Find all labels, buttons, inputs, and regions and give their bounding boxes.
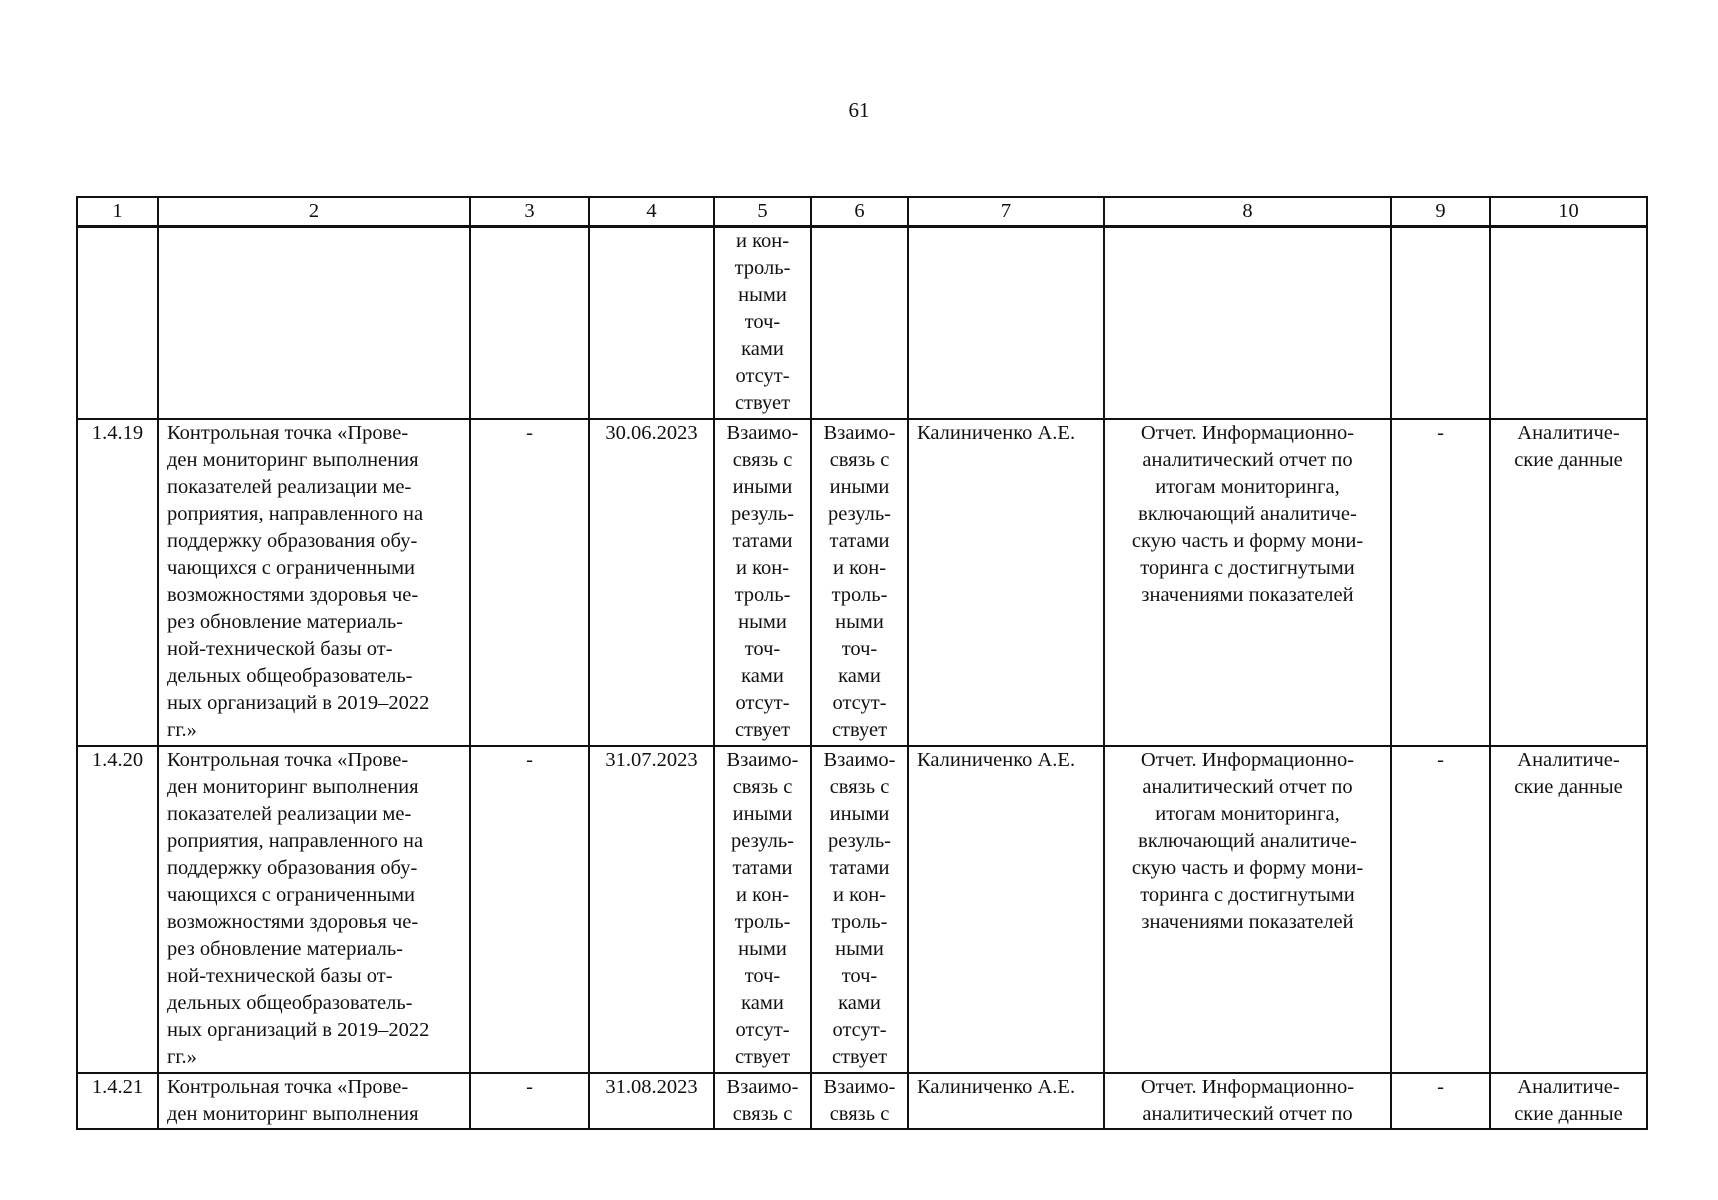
- col6-cell: [811, 419, 908, 746]
- cont-cell-4: [589, 227, 714, 420]
- col10-line: ские данные: [1514, 1103, 1623, 1125]
- column-header-6: 6: [811, 197, 908, 227]
- column-header-2: 2: [158, 197, 470, 227]
- col5-line: ками: [741, 992, 784, 1014]
- column-header-8: 8: [1104, 197, 1391, 227]
- col5-line: Взаимо-: [726, 749, 799, 771]
- col5-line: резуль-: [730, 503, 795, 525]
- description-line: возможностями здоровья че-: [167, 584, 419, 606]
- col6-line: троль-: [831, 584, 888, 606]
- result-line: Отчет. Информационно-: [1140, 422, 1355, 444]
- description-line: поддержку образования обу-: [167, 530, 418, 552]
- col6-line: троль-: [831, 911, 888, 933]
- result-line: скую часть и форму мони-: [1131, 530, 1364, 552]
- description-line: дельных общеобразователь-: [167, 992, 413, 1014]
- description-cell: [158, 746, 470, 1073]
- description-line: рез обновление материаль-: [167, 611, 403, 633]
- col5-cell: [714, 1073, 811, 1129]
- col6-line: ками: [838, 992, 881, 1014]
- description-line: дельных общеобразователь-: [167, 665, 413, 687]
- date-cell: 31.08.2023: [589, 1073, 714, 1129]
- cont-col5-line: отсут-: [735, 365, 790, 387]
- result-line: аналитический отчет по: [1142, 449, 1353, 471]
- col6-line: связь с: [829, 1103, 890, 1125]
- description-line: возможностями здоровья че-: [167, 911, 419, 933]
- description-line: ных организаций в 2019–2022: [167, 1019, 430, 1041]
- result-cell: [1104, 1073, 1391, 1129]
- cont-cell-8: [1104, 227, 1391, 420]
- description-line: роприятия, направленного на: [167, 503, 424, 525]
- col10-cell: [1490, 1073, 1647, 1129]
- col6-line: ствует: [831, 1046, 888, 1068]
- description-line: роприятия, направленного на: [167, 830, 424, 852]
- description-line: ной-технической базы от-: [167, 965, 393, 987]
- description-cell: [158, 1073, 470, 1129]
- col6-line: связь с: [829, 776, 890, 798]
- description-line: показателей реализации ме-: [167, 476, 412, 498]
- col10-line: Аналитиче-: [1517, 422, 1620, 444]
- col6-line: и кон-: [832, 557, 887, 579]
- description-line: ден мониторинг выполнения: [167, 1103, 419, 1125]
- col5-line: ствует: [734, 1046, 791, 1068]
- plan-table: [76, 196, 1648, 1130]
- result-line: итогам мониторинга,: [1155, 476, 1340, 498]
- col6-cell: [811, 1073, 908, 1129]
- col6-line: иными: [829, 476, 890, 498]
- result-line: аналитический отчет по: [1142, 776, 1353, 798]
- result-line: торинга с достигнутыми: [1140, 557, 1355, 579]
- col6-line: резуль-: [827, 503, 892, 525]
- col10-line: Аналитиче-: [1517, 1076, 1620, 1098]
- row-number-cell: 1.4.20: [77, 746, 158, 1073]
- description-line: Контрольная точка «Прове-: [167, 749, 409, 771]
- table-body: [77, 227, 1647, 1130]
- col6-line: ками: [838, 665, 881, 687]
- col10-line: ские данные: [1514, 449, 1623, 471]
- col5-line: точ-: [744, 965, 781, 987]
- cont-col5-line: точ-: [744, 311, 781, 333]
- description-line: Контрольная точка «Прове-: [167, 422, 409, 444]
- col5-line: связь с: [732, 1103, 793, 1125]
- col5-line: иными: [732, 803, 793, 825]
- date-cell: 30.06.2023: [589, 419, 714, 746]
- description-line: гг.»: [167, 719, 197, 741]
- cont-cell-1: [77, 227, 158, 420]
- result-line: Отчет. Информационно-: [1140, 1076, 1355, 1098]
- cont-col5-line: ствует: [734, 392, 791, 414]
- col6-line: ствует: [831, 719, 888, 741]
- col5-line: связь с: [732, 449, 793, 471]
- col6-line: татами: [829, 857, 890, 879]
- col5-line: ствует: [734, 719, 791, 741]
- col5-line: отсут-: [735, 1019, 790, 1041]
- description-line: поддержку образования обу-: [167, 857, 418, 879]
- description-line: ден мониторинг выполнения: [167, 449, 419, 471]
- description-line: чающихся с ограниченными: [167, 557, 416, 579]
- col6-line: ными: [835, 938, 884, 960]
- col5-line: резуль-: [730, 830, 795, 852]
- col3-cell: -: [470, 1073, 589, 1129]
- responsible-cell: Калиниченко А.Е.: [908, 1073, 1104, 1129]
- description-line: рез обновление материаль-: [167, 938, 403, 960]
- col6-cell: [811, 746, 908, 1073]
- cont-col5-line: и кон-: [735, 230, 790, 252]
- result-line: включающий аналитиче-: [1138, 503, 1357, 525]
- col9-cell: -: [1391, 419, 1490, 746]
- col5-line: ками: [741, 665, 784, 687]
- responsible-cell: Калиниченко А.Е.: [908, 419, 1104, 746]
- table-row: [77, 1073, 1647, 1129]
- col6-line: иными: [829, 803, 890, 825]
- responsible-cell: Калиниченко А.Е.: [908, 746, 1104, 1073]
- description-line: ден мониторинг выполнения: [167, 776, 419, 798]
- col5-line: точ-: [744, 638, 781, 660]
- description-line: ных организаций в 2019–2022: [167, 692, 430, 714]
- cont-col5-line: троль-: [734, 257, 791, 279]
- col6-line: точ-: [841, 638, 878, 660]
- col5-line: отсут-: [735, 692, 790, 714]
- result-line: значениями показателей: [1141, 584, 1354, 606]
- cont-col5-line: ками: [741, 338, 784, 360]
- col3-cell: -: [470, 746, 589, 1073]
- col5-cell: [714, 419, 811, 746]
- result-line: итогам мониторинга,: [1155, 803, 1340, 825]
- col6-line: Взаимо-: [823, 422, 896, 444]
- col10-cell: [1490, 746, 1647, 1073]
- result-line: включающий аналитиче-: [1138, 830, 1357, 852]
- col5-line: связь с: [732, 776, 793, 798]
- column-header-7: 7: [908, 197, 1104, 227]
- col9-cell: -: [1391, 746, 1490, 1073]
- col6-line: связь с: [829, 449, 890, 471]
- col10-line: Аналитиче-: [1517, 749, 1620, 771]
- cont-cell-7: [908, 227, 1104, 420]
- cont-cell-3: [470, 227, 589, 420]
- col5-line: Взаимо-: [726, 1076, 799, 1098]
- col5-line: иными: [732, 476, 793, 498]
- result-cell: [1104, 746, 1391, 1073]
- description-line: Контрольная точка «Прове-: [167, 1076, 409, 1098]
- col10-cell: [1490, 419, 1647, 746]
- description-line: ной-технической базы от-: [167, 638, 393, 660]
- cont-cell-5: [714, 227, 811, 420]
- col3-cell: -: [470, 419, 589, 746]
- column-header-3: 3: [470, 197, 589, 227]
- col10-line: ские данные: [1514, 776, 1623, 798]
- description-line: чающихся с ограниченными: [167, 884, 416, 906]
- result-line: скую часть и форму мони-: [1131, 857, 1364, 879]
- col9-cell: -: [1391, 1073, 1490, 1129]
- description-cell: [158, 419, 470, 746]
- page-number: [0, 98, 1718, 123]
- column-header-9: 9: [1391, 197, 1490, 227]
- result-line: торинга с достигнутыми: [1140, 884, 1355, 906]
- row-number-cell: 1.4.19: [77, 419, 158, 746]
- column-header-10: 10: [1490, 197, 1647, 227]
- col5-line: и кон-: [735, 557, 790, 579]
- continuation-row: [77, 227, 1647, 420]
- cont-col5-line: ными: [738, 284, 787, 306]
- cont-cell-9: [1391, 227, 1490, 420]
- row-number-cell: 1.4.21: [77, 1073, 158, 1129]
- col6-line: Взаимо-: [823, 1076, 896, 1098]
- col6-line: татами: [829, 530, 890, 552]
- col6-line: Взаимо-: [823, 749, 896, 771]
- col5-line: татами: [732, 857, 793, 879]
- col5-cell: [714, 746, 811, 1073]
- col6-line: отсут-: [832, 692, 887, 714]
- header-row: [77, 197, 1647, 227]
- date-cell: 31.07.2023: [589, 746, 714, 1073]
- col5-line: троль-: [734, 911, 791, 933]
- cont-cell-6: [811, 227, 908, 420]
- result-line: Отчет. Информационно-: [1140, 749, 1355, 771]
- result-cell: [1104, 419, 1391, 746]
- col6-line: отсут-: [832, 1019, 887, 1041]
- result-line: аналитический отчет по: [1142, 1103, 1353, 1125]
- col6-line: и кон-: [832, 884, 887, 906]
- col5-line: троль-: [734, 584, 791, 606]
- table-row: [77, 746, 1647, 1073]
- col5-line: ными: [738, 938, 787, 960]
- col6-line: резуль-: [827, 830, 892, 852]
- description-line: гг.»: [167, 1046, 197, 1068]
- cont-cell-2: [158, 227, 470, 420]
- col5-line: татами: [732, 530, 793, 552]
- col5-line: ными: [738, 611, 787, 633]
- description-line: показателей реализации ме-: [167, 803, 412, 825]
- column-header-4: 4: [589, 197, 714, 227]
- result-line: значениями показателей: [1141, 911, 1354, 933]
- col6-line: точ-: [841, 965, 878, 987]
- col5-line: Взаимо-: [726, 422, 799, 444]
- page-number-text: 61: [848, 98, 870, 122]
- column-header-1: 1: [77, 197, 158, 227]
- cont-cell-10: [1490, 227, 1647, 420]
- table-row: [77, 419, 1647, 746]
- col6-line: ными: [835, 611, 884, 633]
- column-header-5: 5: [714, 197, 811, 227]
- col5-line: и кон-: [735, 884, 790, 906]
